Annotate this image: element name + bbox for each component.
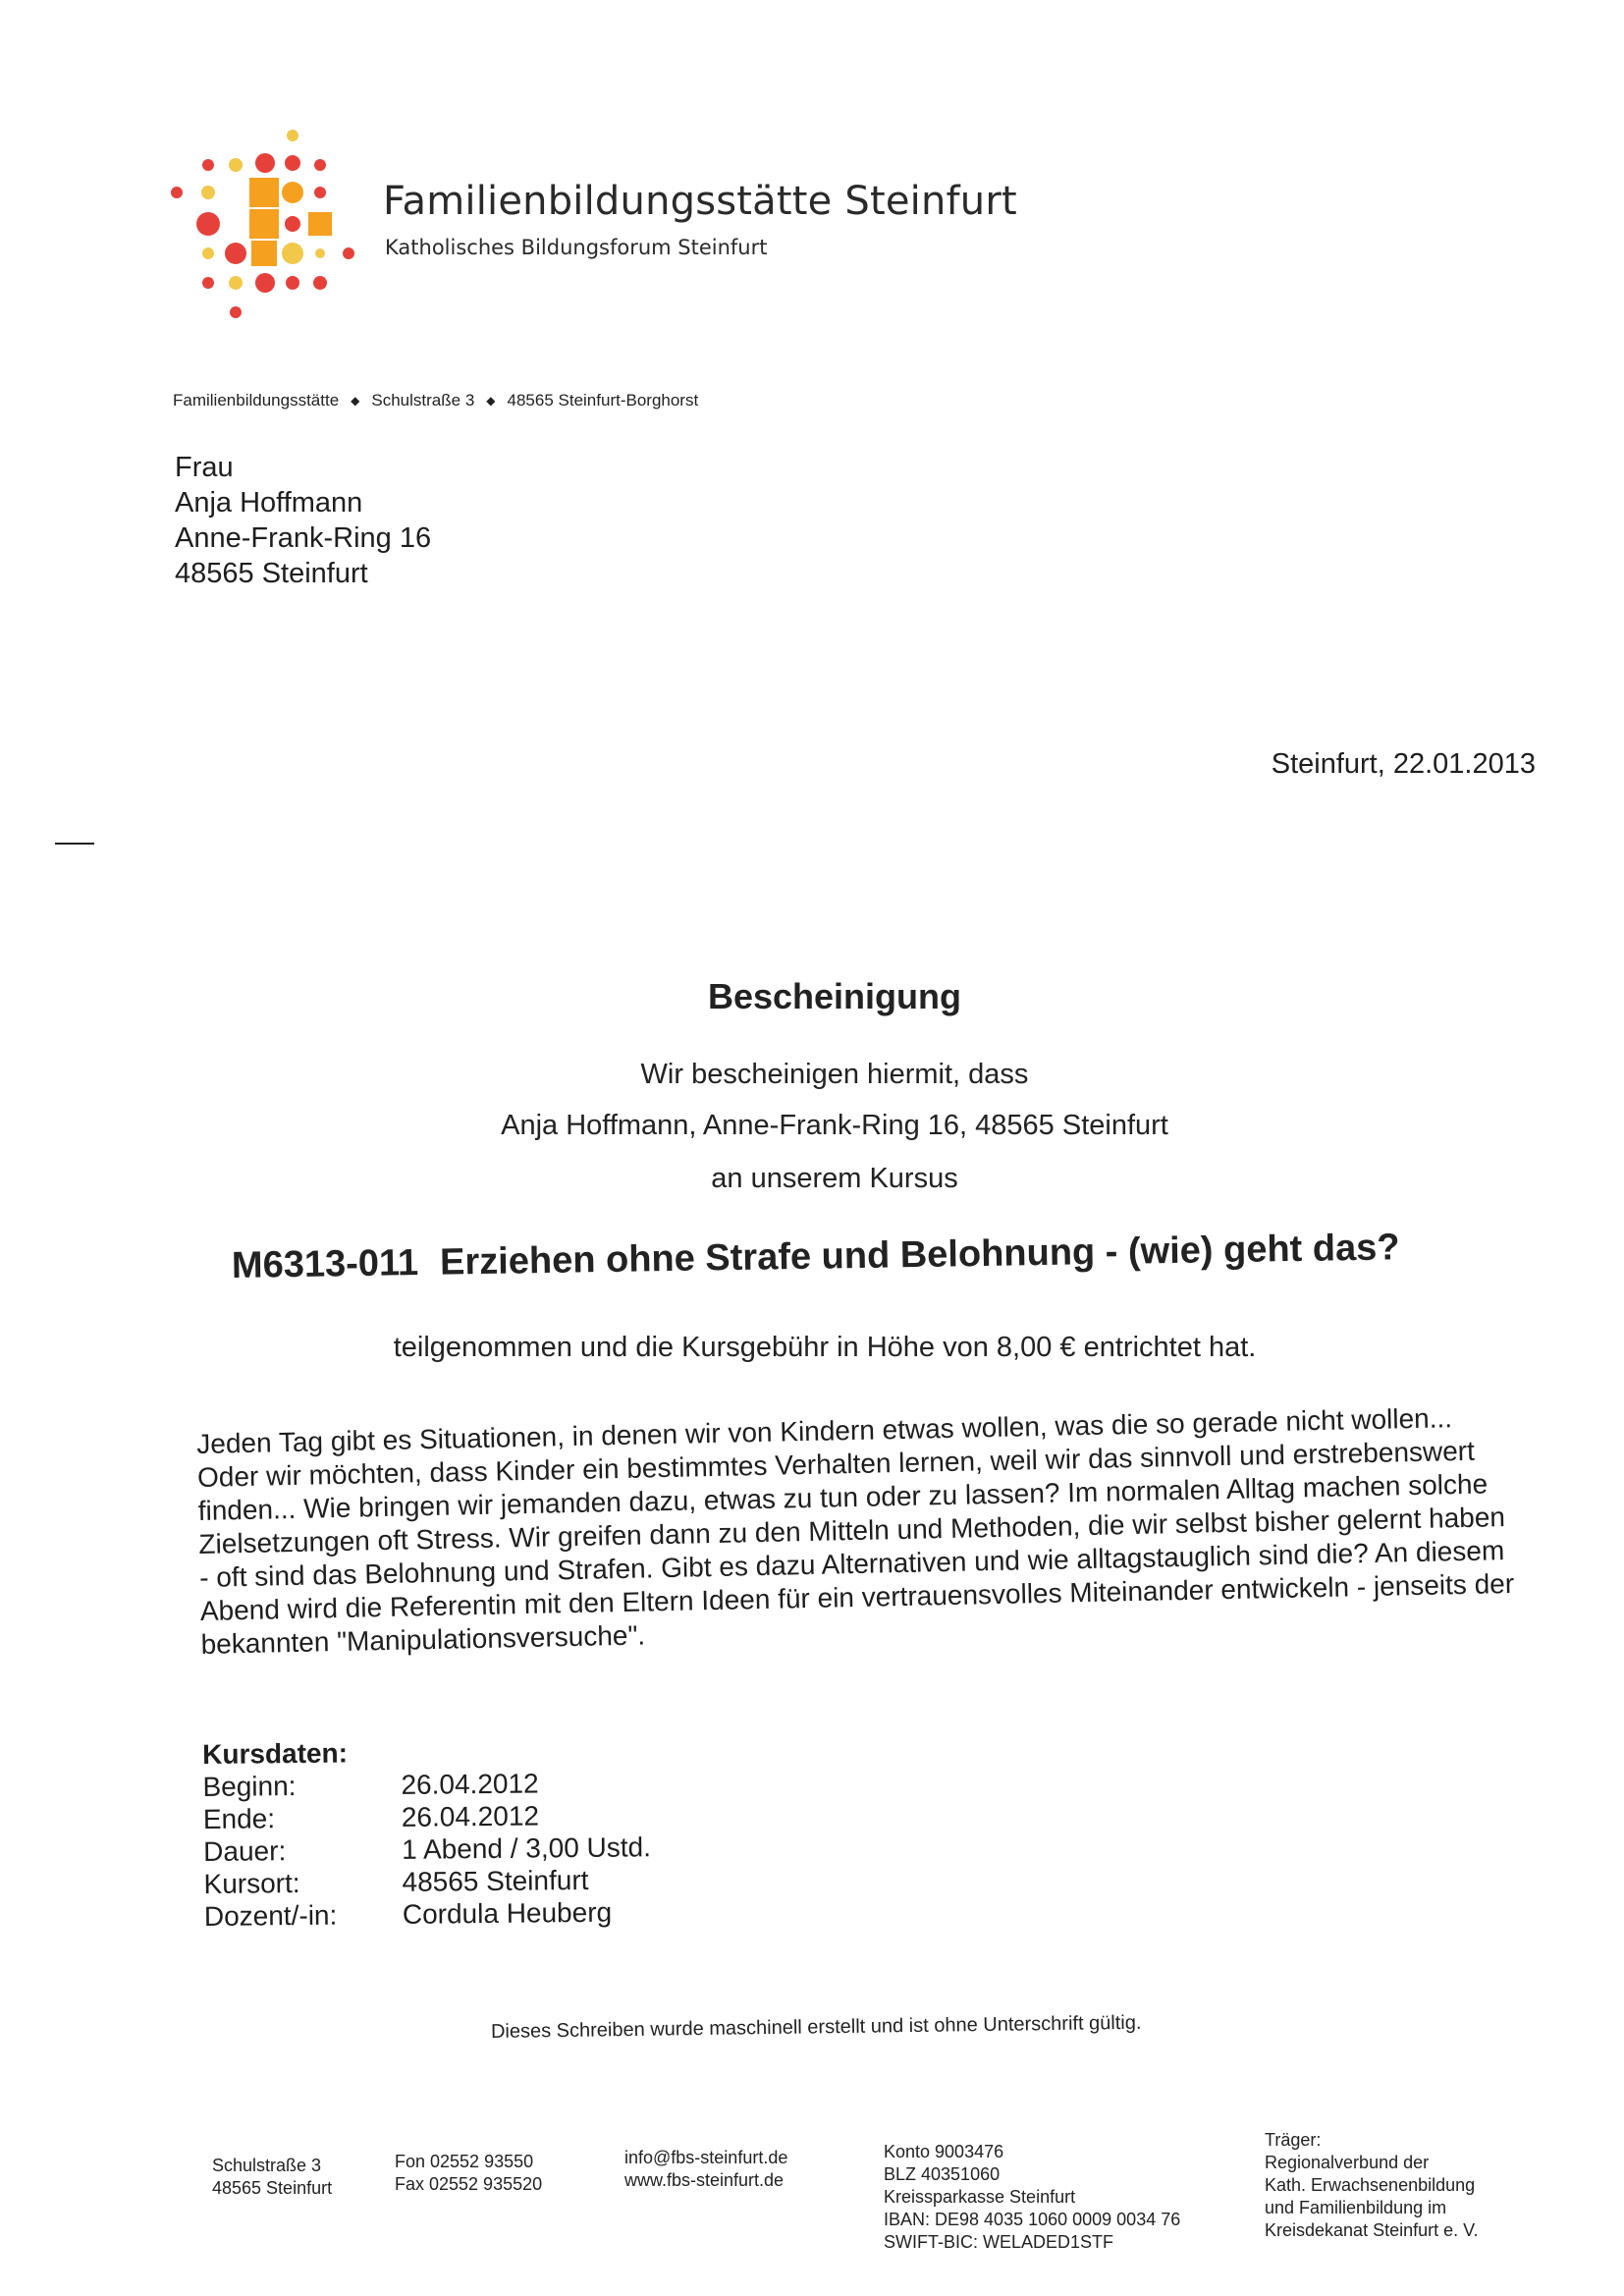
course-data-value: Cordula Heuberg [402,1896,613,1930]
course-name: Erziehen ohne Strafe und Belohnung - (wie) geht das? [439,1227,1400,1284]
course-data-label: Ende: [202,1803,276,1834]
course-title [232,1227,1400,1287]
course-data-heading: Kursdaten: [202,1737,349,1770]
course-data-label: Kursort: [203,1867,300,1899]
footer-traeger-line: Kreisdekanat Steinfurt e. V. [1265,2220,1479,2240]
course-data-value: 26.04.2012 [401,1800,540,1832]
course-data-row [202,1766,650,1803]
footer-bank [884,2141,1180,2254]
footer-city: 48565 Steinfurt [212,2178,333,2198]
fee-line: teilgenommen und die Kursgebühr in Höhe von 8,00 € entrichtet hat. [393,1332,1257,1363]
course-data-value: 26.04.2012 [401,1768,539,1800]
recipient-salutation: Frau [175,452,234,483]
footer-traeger-line: Regionalverbund der [1265,2153,1430,2172]
course-data-row [204,1895,652,1933]
return-address [173,391,698,410]
participant-line: Anja Hoffmann, Anne-Frank-Ring 16, 48565 Steinfurt [501,1110,1168,1141]
recipient-name: Anja Hoffmann [175,487,363,519]
course-description: Jeden Tag gibt es Situationen, in denen wir von Kindern etwas wollen, was die so gerade nicht wollen... Oder wir möchten, dass Kinder ein bestimmtes Verhalten lernen, weil wir das sinnvoll und erstrebenswert finden... Wie bringen wir jemanden dazu, etwas zu tun oder zu lassen? Im normalen Alltag machen solche Zielsetzungen oft Stress. Wir greifen dann zu den Mitteln und Methoden, die wir selbst bisher gelernt haben - oft sind das Belohnung und Strafen. Gibt es dazu Alternativen und wie alltagstauglich sind die? An diesem Abend wird die Referentin mit den Eltern Ideen für ein vertrauensvolles Miteinander entwickeln - jenseits der bekannten "Manipulationsversuche". [196,1402,1515,1660]
organization-logo [169,126,365,322]
footer-fax: Fax 02552 935520 [395,2174,543,2194]
footer-bank-line: IBAN: DE98 4035 1060 0009 0034 76 [884,2210,1181,2229]
footer-traeger-line: Träger: [1265,2130,1322,2150]
footer-fon: Fon 02552 93550 [395,2152,534,2171]
footer-email-link[interactable]: info@fbs-steinfurt.de [624,2148,788,2167]
course-intro: an unserem Kursus [711,1163,958,1194]
certificate-intro: Wir bescheinigen hiermit, dass [640,1059,1029,1090]
fold-mark [55,843,94,845]
course-data-row [203,1831,651,1868]
letter-date: Steinfurt, 22.01.2013 [1271,748,1536,780]
course-data-row [203,1863,651,1900]
footer-bank-line: BLZ 40351060 [884,2164,1001,2184]
course-data-label: Beginn: [202,1771,297,1802]
recipient-city: 48565 Steinfurt [175,558,368,589]
separator-diamond-icon: ◆ [351,394,360,408]
organization-name: Familienbildungsstätte Steinfurt [383,179,1017,224]
separator-diamond-icon: ◆ [486,394,496,408]
footer-traeger [1265,2129,1478,2242]
machine-generated-notice: Dieses Schreiben wurde maschinell erstellt und ist ohne Unterschrift gültig. [490,2011,1142,2043]
footer-address [212,2155,332,2200]
footer-phone [395,2151,542,2196]
course-data-value: 1 Abend / 3,00 Ustd. [402,1831,652,1865]
footer-traeger-line: und Familienbildung im [1265,2198,1447,2217]
course-data-label: Dozent/-in: [203,1899,338,1932]
course-data-value: 48565 Steinfurt [402,1864,589,1897]
certificate-title: Bescheinigung [707,976,962,1016]
return-address-org: Familienbildungsstätte [173,391,340,410]
footer-bank-line: Kreissparkasse Steinfurt [884,2187,1076,2207]
footer-bank-line: SWIFT-BIC: WELADED1STF [884,2232,1114,2252]
course-data-row [203,1798,651,1835]
course-code: M6313-011 [231,1242,419,1286]
course-data-label: Dauer: [203,1835,287,1867]
return-address-city: 48565 Steinfurt-Borghorst [507,391,699,410]
course-data [202,1733,652,1933]
recipient-street: Anne-Frank-Ring 16 [175,522,432,554]
footer-web [624,2147,787,2192]
footer-street: Schulstraße 3 [212,2156,322,2175]
footer-traeger-line: Kath. Erwachsenenbildung [1265,2175,1476,2195]
footer-website-link[interactable]: www.fbs-steinfurt.de [624,2170,785,2190]
footer-bank-line: Konto 9003476 [884,2142,1004,2161]
recipient-address [175,450,431,591]
return-address-street: Schulstraße 3 [371,391,475,410]
organization-subtitle: Katholisches Bildungsforum Steinfurt [385,236,768,259]
